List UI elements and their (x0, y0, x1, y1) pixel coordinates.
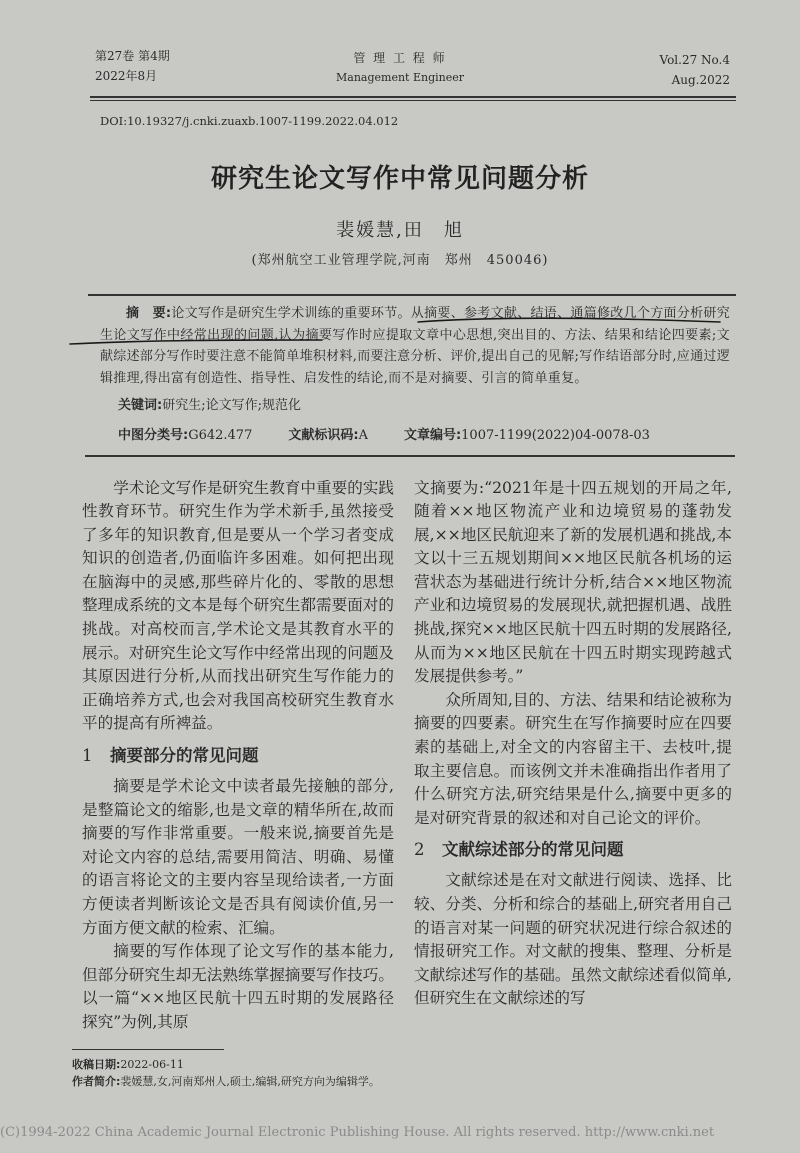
author-bio (72, 1073, 800, 1090)
running-header-left (95, 46, 170, 86)
received-value: 2022-06-11 (120, 1058, 184, 1072)
four-elements-paragraph: 众所周知,目的、方法、结果和结论被称为摘要的四要素。研究生在写作摘要时应在四要素的基础上,对全文的内容留主干、去枝叶,提取主要信息。而该例文并未准确指出作者用了什么研究方法,研究结果是什么,摘要中更多的是对研究背景的叙述和对自己论文的评价。 (414, 690, 732, 827)
footnote (72, 1056, 800, 1090)
two-column-body (82, 477, 732, 1035)
abstract-text: 论文写作是研究生学术训练的重要环节。从摘要、参考文献、结语、通篇修改几个方面分析研究生论文写作中经常出现的问题,认为摘要写作时应提取文章中心思想,突出目的、方法、结果和结论四要素;文献综述部分写作时要注意不能简单堆积材料,而要注意分析、评价,提出自己的见解;写作结语部分时,应通过逻辑推理,得出富有创造性、指导性、启发性的结论,而不是对摘要、引言的简单重复。 (100, 306, 731, 386)
footnote-rule (72, 1049, 224, 1051)
abstract-example-quote: 文摘要为:“2021年是十四五规划的开局之年,随着××地区物流产业和边境贸易的蓬勃发展,××地区民航迎来了新的发展机遇和挑战,本文以十三五规划期间××地区民航各机场的运营状态为基础进行统计分析,结合××地区物流产业和边境贸易的发展现状,就把握机遇、战胜挑战,探究××地区民航十四五时期的发展路径,从而为××地区民航在十四五时期实现跨越式发展提供参考。” (414, 478, 732, 686)
intro-paragraph: 学术论文写作是研究生教育中重要的实践性教育环节。研究生作为学术新手,虽然接受了多年的知识教育,但是要从一个学习者变成知识的创造者,仍面临许多困难。如何把出现在脑海中的灵感,那些碎片化的、零散的思想整理成系统的文本是每个研究生都需要面对的挑战。对高校而言,学术论文是其教育水平的展示。对研究生论文写作中经常出现的问题及其原因进行分析,从而找出研究生写作能力的正确培养方式,也会对我国高校研究生教育水平的提高有所裨益。 (82, 478, 394, 733)
affiliation: (郑州航空工业管理学院,河南 郑州 450046) (251, 253, 549, 268)
date-en: Aug.2022 (671, 73, 730, 87)
bio-value: 裴媛慧,女,河南郑州人,硕士,编辑,研究方向为编辑学。 (120, 1075, 380, 1089)
section-2-heading (414, 833, 732, 867)
authors: 裴媛慧,田 旭 (336, 220, 464, 241)
section-1-number: 1 (82, 746, 93, 766)
journal-name-cn: 管 理 工 程 师 (353, 51, 447, 65)
article-no-value: 1007-1199(2022)04-0078-03 (461, 428, 650, 443)
volume-en: Vol.27 No.4 (659, 53, 730, 67)
date-cn: 2022年8月 (95, 69, 158, 83)
doi: DOI:10.19327/j.cnki.zuaxb.1007-1199.2022.04.012 (100, 114, 399, 128)
doc-code-label: 文献标识码: (288, 428, 359, 443)
abstract-bottom-rule (85, 455, 735, 457)
section-1-heading (82, 739, 394, 773)
section-1-paragraph-2: 摘要的写作体现了论文写作的基本能力,但部分研究生却无法熟练掌握摘要写作技巧。以一篇“××地区民航十四五时期的发展路径探究”为例,其原 (82, 942, 394, 1031)
right-column (414, 477, 732, 1011)
copyright-notice: (C)1994-2022 China Academic Journal Electronic Publishing House. All rights reserved. http://www.cnki.net (0, 1125, 715, 1141)
keywords (118, 395, 800, 417)
classification-line (118, 425, 800, 447)
received-date (72, 1056, 800, 1073)
running-header-center (300, 48, 500, 88)
keywords-text: 研究生;论文写作;规范化 (162, 398, 301, 413)
section-1-paragraph-1: 摘要是学术论文中读者最先接触的部分,是整篇论文的缩影,也是文章的精华所在,故而摘要的写作非常重要。一般来说,摘要首先是对论文内容的总结,需要用简洁、明确、易懂的语言将论文的主要内容呈现给读者,一方面方便读者判断该论文是否具有阅读价值,另一方面方便文献的检索、汇编。 (82, 777, 394, 937)
keywords-label: 关键词: (118, 398, 163, 413)
clc-value: G642.477 (188, 428, 253, 443)
abstract-label: 摘 要: (126, 306, 172, 321)
volume-issue: 第27卷 第4期 (95, 49, 170, 63)
article-no-label: 文章编号: (403, 428, 462, 443)
section-2-paragraph-1: 文献综述是在对文献进行阅读、选择、比较、分类、分析和综合的基础上,研究者用自己的语言对某一问题的研究状况进行综合叙述的情报研究工作。对文献的搜集、整理、分析是文献综述写作的基础。虽然文献综述看似简单,但研究生在文献综述的写 (414, 871, 732, 1008)
section-2-number: 2 (414, 840, 425, 860)
section-2-title: 文献综述部分的常见问题 (442, 840, 624, 860)
journal-name-en: Management Engineer (336, 71, 464, 84)
header-rule (90, 96, 736, 98)
header-rule-thin (90, 100, 736, 101)
article-title: 研究生论文写作中常见问题分析 (210, 164, 589, 194)
running-header-right (660, 50, 731, 90)
bio-label: 作者简介: (72, 1075, 121, 1089)
abstract-top-rule (88, 294, 736, 296)
section-1-title: 摘要部分的常见问题 (110, 746, 259, 766)
left-column (82, 477, 394, 1035)
abstract (100, 303, 730, 389)
doc-code-value: A (358, 428, 368, 443)
article-body-flow (0, 303, 800, 1153)
clc-label: 中图分类号: (118, 428, 189, 443)
received-label: 收稿日期: (72, 1058, 121, 1072)
